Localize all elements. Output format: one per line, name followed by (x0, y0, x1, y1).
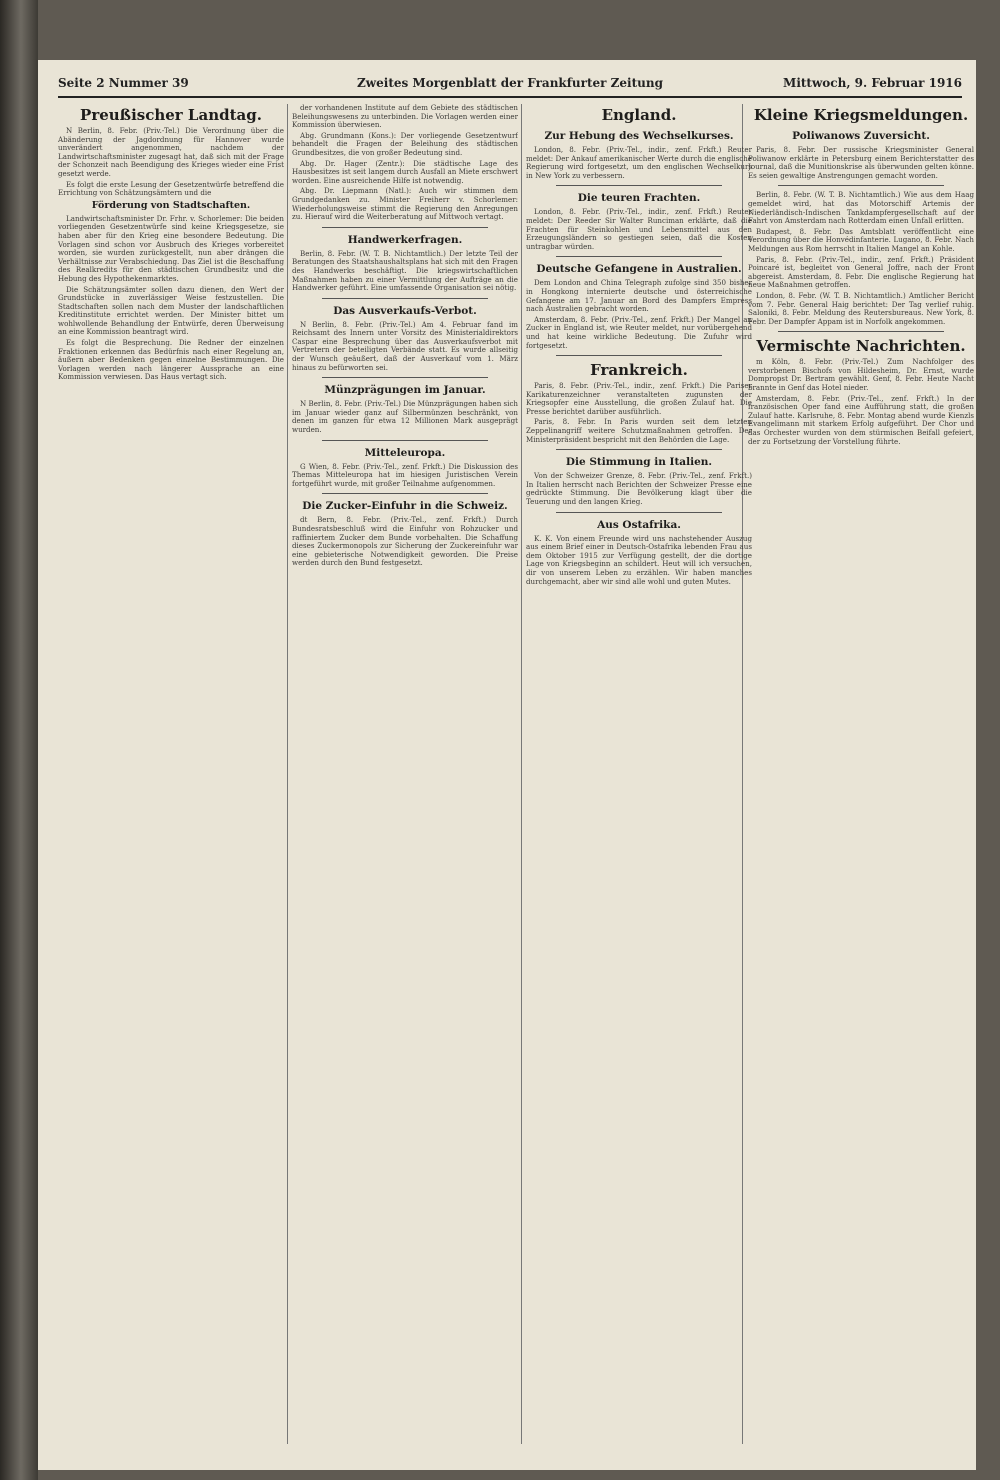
divider (322, 377, 488, 378)
article-paragraph: Paris, 8. Febr. (Priv.-Tel., indir., zenf. Frkft.) Die Pariser Karikaturenzeichner veranstalteten zugunsten der Kriegsopfer eine Ausstellung, die großen Zulauf hat. Die Presse berichtet darüber ausführlich. (526, 381, 752, 416)
article-heading: Mitteleuropa. (364, 446, 446, 459)
article-paragraph: der vorhandenen Institute auf dem Gebiete des städtischen Beleihungswesens zu unterbinden. Die Vorlagen werden einer Kommission überwiesen. (292, 104, 518, 130)
article-heading: Handwerkerfragen. (347, 233, 463, 246)
column-divider (521, 104, 522, 1444)
article-paragraph: Amsterdam, 8. Febr. (Priv.-Tel., zenf. Frkft.) Der Mangel an Zucker in England ist, wie Reuter meldet, nur vorübergehend und hat keine wirkliche Bedeutung. Die Zufuhr wird fortgesetzt. (526, 314, 752, 350)
column-4 (748, 104, 974, 1444)
column-2 (292, 104, 518, 1444)
article-paragraph: K. K. Von einem Freunde wird uns nachstehender Auszug aus einem Brief einer in Deutsch-Ostafrika lebenden Frau aus dem Oktober 1915 zur Verfügung gestellt, der die dortige Lage von Kriegsbeginn an schildert. Heut will ich versuchen, dir von unserem Leben zu erzählen. Wir haben manches durchgemacht, aber wir sind alle wohl und guten Mutes. (526, 533, 752, 586)
article-paragraph: Abg. Grundmann (Kons.): Der vorliegende Gesetzentwurf behandelt die Fragen der Beleihung des städtischen Grundbesitzes, die von großer Bedeutung sind. (292, 130, 518, 157)
section-heading: Frankreich. (590, 361, 688, 380)
article-paragraph: Es folgt die erste Lesung der Gesetzentwürfe betreffend die Errichtung von Schätzungsämtern und die (58, 179, 284, 198)
article-heading: Aus Ostafrika. (597, 518, 681, 531)
divider (556, 512, 722, 513)
divider (322, 440, 488, 441)
article-heading: Poliwanows Zuversicht. (792, 130, 930, 142)
column-3 (526, 104, 752, 1444)
divider (556, 256, 722, 257)
article-paragraph: Berlin, 8. Febr. (W. T. B. Nichtamtlich.) Wie aus dem Haag gemeldet wird, hat das Motorschiff Artemis der Niederländisch-Indischen Tankdampfergesellschaft auf der Fahrt von Amsterdam nach Rotterdam einen Unfall erlitten. (748, 190, 974, 226)
page-number: Seite 2 Nummer 39 (58, 76, 189, 90)
article-heading: Münzprägungen im Januar. (324, 384, 486, 397)
article-paragraph: dt Bern, 8. Febr. (Priv.-Tel., zenf. Frkft.) Durch Bundesratsbeschluß wird die Einfuhr von Rohzucker und raffiniertem Zucker dem Bunde vorbehalten. Die Schaffung dieses Zuckermonopols zur Sicherung der Zuckereinfuhr war eine gebieterische Notwendigkeit geworden. Die Preise werden durch den Bund festgesetzt. (292, 515, 518, 568)
article-heading: Die Stimmung in Italien. (565, 456, 713, 469)
article-heading: Die teuren Frachten. (577, 192, 701, 205)
divider (556, 355, 722, 356)
newspaper-page (38, 60, 976, 1470)
masthead (58, 74, 962, 98)
article-heading: Zur Hebung des Wechselkurses. (544, 130, 734, 142)
book-binding (0, 0, 38, 1480)
divider (778, 185, 944, 186)
article-paragraph: Es folgt die Besprechung. Die Redner der einzelnen Fraktionen erkennen das Bedürfnis nach einer Regelung an, äußern aber Bedenken gegen einzelne Bestimmungen. Die Vorlagen werden nach längerer Aussprache an eine Kommission verwiesen. Das Haus vertagt sich. (58, 338, 284, 382)
divider (556, 449, 722, 450)
article-paragraph: Amsterdam, 8. Febr. (Priv.-Tel., zenf. Frkft.) In der französischen Oper fand eine Aufführung statt, die großen Zulauf hatte. Karlsruhe, 8. Febr. Montag abend wurde Kienzls Evangelimann mit starkem Erfolg aufgeführt. Der Chor und das Orchester wurden von dem stürmischen Beifall gefeiert, der zu Fortsetzung der Vorstellung führte. (748, 393, 974, 446)
article-paragraph: London, 8. Febr. (W. T. B. Nichtamtlich.) Amtlicher Bericht vom 7. Febr. General Haig berichtet: Der Tag verlief ruhig. Saloniki, 8. Febr. Meldung des Reutersbureaus. New York, 8. Febr. Der Dampfer Appam ist in Norfolk angekommen. (748, 290, 974, 326)
article-paragraph: Abg. Dr. Hager (Zentr.): Die städtische Lage des Hausbesitzes ist seit langem durch Ausfall an Miete erschwert worden. Eine ausreichende Hilfe ist notwendig. (292, 158, 518, 185)
article-paragraph: Landwirtschaftsminister Dr. Frhr. v. Schorlemer: Die beiden vorliegenden Gesetzentwürfe sind keine Kriegsgesetze, sie haben aber für den Krieg eine besondere Bedeutung. Die Vorlagen sind schon vor Ausbruch des Krieges vorbereitet worden, sie wurden zurückgestellt, nun aber drängen die Verhältnisse zur Verabschiedung. Das Ziel ist die Beschaffung des Realkredits für den städtischen Grundbesitz und die Hebung des Hypothekenmarktes. (58, 213, 284, 283)
article-heading: Die Zucker-Einfuhr in die Schweiz. (302, 500, 508, 513)
article-paragraph: Paris, 8. Febr. In Paris wurden seit dem letzten Zeppelinangriff weitere Schutzmaßnahmen getroffen. Der Ministerpräsident bespricht mit den Behörden die Lage. (526, 417, 752, 444)
article-paragraph: Paris, 8. Febr. Der russische Kriegsminister General Poliwanow erklärte in Petersburg einem Berichterstatter des Journal, daß die Munitionskrise als überwunden gelten könne. Es seien gewaltige Anstrengungen gemacht worden. (748, 145, 974, 180)
section-heading: Vermischte Nachrichten. (756, 337, 966, 356)
article-heading: Deutsche Gefangene in Australien. (536, 263, 742, 276)
divider (322, 298, 488, 299)
article-paragraph: Von der Schweizer Grenze, 8. Febr. (Priv.-Tel., zenf. Frkft.) In Italien herrscht nach Berichten der Schweizer Presse eine gedrückte Stimmung. Die Bevölkerung klagt über die Teuerung und den langen Krieg. (526, 471, 752, 507)
article-heading: Das Ausverkaufs-Verbot. (333, 304, 477, 317)
column-1 (58, 104, 284, 1444)
article-paragraph: Budapest, 8. Febr. Das Amtsblatt veröffentlicht eine Verordnung über die Honvédinfanterie. Lugano, 8. Febr. Nach Meldungen aus Rom herrscht in Italien Mangel an Kohle. (748, 226, 974, 253)
article-paragraph: G Wien, 8. Febr. (Priv.-Tel., zenf. Frkft.) Die Diskussion des Themas Mitteleuropa hat im hiesigen Juristischen Verein fortgeführt wurde, mit großer Teilnahme aufgenommen. (292, 461, 518, 488)
article-paragraph: N Berlin, 8. Febr. (Priv.-Tel.) Die Verordnung über die Abänderung der Jagdordnung für Hannover wurde unverändert angenommen, nachdem der Landwirtschaftsminister zugesagt hat, daß sich mit der Frage der Schonzeit nach Beendigung des Krieges wieder eine Frist gesetzt werde. (58, 126, 284, 178)
issue-date: Mittwoch, 9. Februar 1916 (783, 76, 962, 90)
section-heading: Preußischer Landtag. (80, 106, 262, 124)
divider (322, 493, 488, 494)
divider (556, 185, 722, 186)
article-paragraph: Abg. Dr. Liepmann (Natl.): Auch wir stimmen dem Grundgedanken zu. Minister Freiherr v. Schorlemer: Wiederholungsweise stimmt die Regierung den Anregungen zu. Hierauf wird die Weiterberatung auf Mittwoch vertagt. (292, 186, 518, 222)
section-heading: Kleine Kriegsmeldungen. (753, 106, 969, 124)
article-paragraph: Paris, 8. Febr. (Priv.-Tel., indir., zenf. Frkft.) Präsident Poincaré ist, begleitet von General Joffre, nach der Front abgereist. Amsterdam, 8. Febr. Die englische Regierung hat neue Maßnahmen getroffen. (748, 254, 974, 290)
article-paragraph: m Köln, 8. Febr. (Priv.-Tel.) Zum Nachfolger des verstorbenen Bischofs von Hildesheim, Dr. Ernst, wurde Dompropst Dr. Bertram gewählt. Genf, 8. Febr. Heute Nacht brannte in Genf das Hotel nieder. (748, 357, 974, 393)
newspaper-title: Zweites Morgenblatt der Frankfurter Zeitung (357, 76, 663, 90)
article-paragraph: N Berlin, 8. Febr. (Priv.-Tel.) Die Münzprägungen haben sich im Januar wieder ganz auf Silbermünzen beschränkt, von denen im ganzen für etwa 12 Millionen Mark ausgeprägt wurden. (292, 399, 518, 435)
article-paragraph: London, 8. Febr. (Priv.-Tel., indir., zenf. Frkft.) Reuter meldet: Der Reeder Sir Walter Runciman erklärte, daß die Frachten für Steinkohlen und Lebensmittel aus den Erzeugungsländern so gestiegen seien, daß die Kosten untragbar würden. (526, 207, 752, 251)
article-paragraph: Die Schätzungsämter sollen dazu dienen, den Wert der Grundstücke in zuverlässiger Weise festzustellen. Die Stadtschaften sollen nach dem Muster der landschaftlichen Kreditinstitute errichtet werden. Der Minister bittet um wohlwollende Behandlung der Entwürfe, deren Überweisung an eine Kommission beantragt wird. (58, 284, 284, 337)
article-paragraph: London, 8. Febr. (Priv.-Tel., indir., zenf. Frkft.) Reuter meldet: Der Ankauf amerikanischer Werte durch die englische Regierung wird fortgesetzt, um den englischen Wechselkurs in New York zu verbessern. (526, 145, 752, 180)
divider (322, 227, 488, 228)
article-paragraph: Berlin, 8. Febr. (W. T. B. Nichtamtlich.) Der letzte Teil der Beratungen des Staatshaushaltsplans hat sich mit den Fragen des Handwerks beschäftigt. Die kriegswirtschaftlichen Maßnahmen haben zu einer Vermittlung der Aufträge an die Handwerker geführt. Eine umfassende Organisation sei nötig. (292, 248, 518, 293)
divider (778, 331, 944, 332)
article-paragraph: Dem London and China Telegraph zufolge sind 350 bisher in Hongkong internierte deutsche und österreichische Gefangene am 17. Januar an Bord des Dampfers Empress nach Australien gebracht worden. (526, 278, 752, 314)
article-paragraph: N Berlin, 8. Febr. (Priv.-Tel.) Am 4. Februar fand im Reichsamt des Innern unter Vorsitz des Ministerialdirektors Caspar eine Besprechung über das Ausverkaufsverbot mit Vertretern der beteiligten Verbände statt. Es wurde allseitig der Wunsch geäußert, daß der Ausverkauf vom 1. März hinaus zu befürworten sei. (292, 319, 518, 372)
section-heading: England. (601, 106, 677, 124)
column-divider (287, 104, 288, 1444)
subheading: Förderung von Stadtschaften. (91, 199, 251, 211)
